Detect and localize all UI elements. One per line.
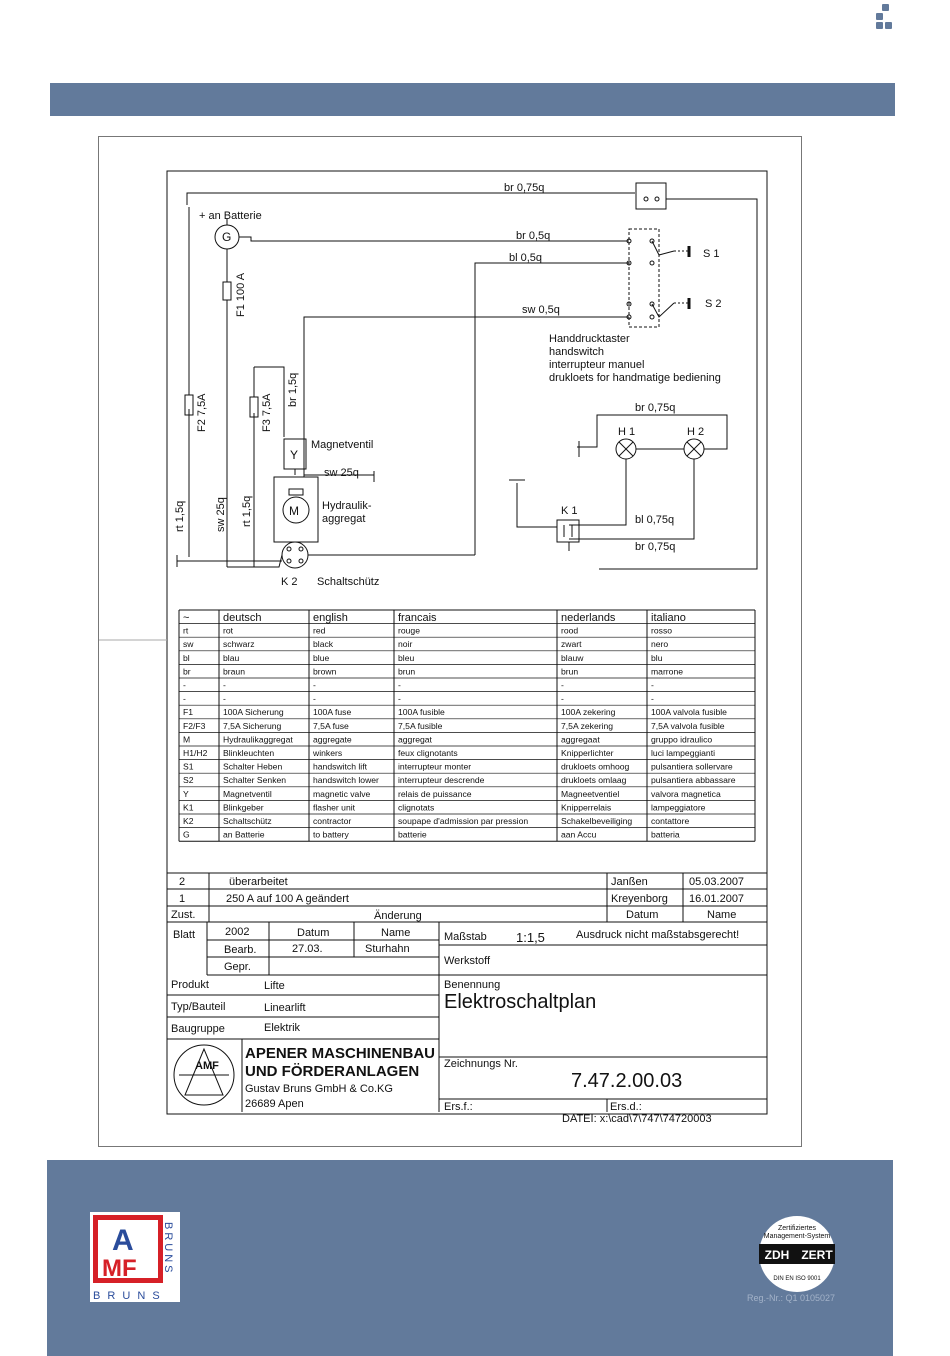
- svg-text:F3 7,5A: F3 7,5A: [261, 393, 273, 432]
- logo-a-text: A: [112, 1224, 134, 1257]
- legend-cell: flasher unit: [313, 802, 356, 813]
- svg-text:ZERT: ZERT: [801, 1248, 833, 1262]
- legend-cell: 7,5A Sicherung: [223, 720, 282, 731]
- legend-cell: nero: [651, 639, 669, 650]
- svg-text:Lifte: Lifte: [264, 980, 285, 992]
- svg-text:2002: 2002: [225, 926, 250, 938]
- legend-cell: -: [223, 693, 226, 704]
- svg-text:sw 25q: sw 25q: [215, 497, 227, 532]
- svg-text:Management-System: Management-System: [763, 1233, 831, 1240]
- legend-header-cell: nederlands: [561, 612, 616, 624]
- legend-cell: rosso: [651, 625, 673, 636]
- legend-cell: 7,5A zekering: [561, 720, 614, 731]
- svg-text:Blatt: Blatt: [173, 929, 196, 941]
- legend-cell: handswitch lower: [313, 775, 379, 786]
- legend-header-cell: ~: [183, 612, 190, 624]
- legend-cell: -: [398, 680, 401, 690]
- svg-text:aggregat: aggregat: [322, 513, 366, 525]
- legend-cell: Y: [183, 788, 189, 799]
- logo-mf-text: MF: [102, 1255, 137, 1282]
- legend-header-cell: italiano: [651, 612, 686, 624]
- svg-text:K 1: K 1: [561, 505, 578, 517]
- corner-dots-icon: [876, 4, 894, 30]
- legend-cell: 7,5A fusible: [398, 720, 443, 731]
- legend-cell: rot: [223, 625, 234, 636]
- svg-text:Zust.: Zust.: [171, 909, 196, 921]
- legend-cell: magnetic valve: [313, 788, 371, 799]
- legend-cell: luci lampeggianti: [651, 748, 716, 758]
- legend-cell: 100A zekering: [561, 707, 616, 718]
- svg-text:AMF: AMF: [195, 1060, 219, 1072]
- legend-header-cell: english: [313, 612, 348, 624]
- svg-text:Änderung: Änderung: [374, 910, 422, 922]
- legend-cell: relais de puissance: [398, 788, 472, 799]
- legend-cell: feux clignotants: [398, 748, 458, 758]
- legend-cell: -: [561, 680, 564, 690]
- legend-cell: -: [183, 680, 186, 690]
- legend-cell: blue: [313, 652, 330, 663]
- legend-table: [179, 610, 755, 841]
- legend-cell: 7,5A valvola fusible: [651, 720, 725, 731]
- svg-text:Y: Y: [290, 448, 299, 462]
- svg-text:ZDH: ZDH: [764, 1248, 790, 1262]
- legend-cell: 100A fuse: [313, 707, 352, 718]
- svg-text:br 0,75q: br 0,75q: [504, 182, 545, 194]
- svg-text:rt 1,5q: rt 1,5q: [174, 500, 186, 532]
- legend-cell: Schalter Heben: [223, 761, 283, 772]
- drawing-frame: [167, 171, 767, 1114]
- svg-text:Janßen: Janßen: [611, 876, 648, 888]
- svg-text:Gustav Bruns GmbH & Co.KG: Gustav Bruns GmbH & Co.KG: [245, 1083, 393, 1095]
- legend-cell: schwarz: [223, 639, 255, 650]
- amf-bruns-logo: [90, 1212, 180, 1302]
- svg-text:S 1: S 1: [703, 248, 720, 260]
- legend-cell: br: [183, 666, 191, 677]
- legend-cell: drukloets omlaag: [561, 775, 627, 786]
- legend-cell: aggregaat: [561, 734, 600, 745]
- logo-bruns-bottom: B R U N S: [93, 1290, 162, 1302]
- legend-cell: K1: [183, 802, 194, 813]
- certificate-reg-number: Reg.-Nr.: Q1 0105027: [747, 1293, 836, 1303]
- drawing-sheet: [98, 136, 802, 1147]
- svg-text:br 1,5q: br 1,5q: [287, 372, 299, 407]
- legend-cell: 7,5A fuse: [313, 720, 349, 731]
- legend-cell: rt: [183, 625, 189, 636]
- legend-cell: Knipperlichter: [561, 748, 614, 758]
- svg-text:Datum: Datum: [626, 909, 659, 921]
- svg-text:Name: Name: [381, 927, 411, 939]
- logo-bruns-side: BRUNS: [162, 1222, 174, 1276]
- legend-cell: -: [183, 693, 186, 704]
- legend-cell: -: [313, 693, 316, 704]
- legend-cell: Blinkgeber: [223, 802, 264, 813]
- legend-cell: interrupteur descrende: [398, 775, 485, 786]
- svg-text:7.47.2.00.03: 7.47.2.00.03: [571, 1070, 683, 1092]
- legend-cell: Schaltschütz: [223, 816, 272, 826]
- legend-cell: winkers: [313, 748, 343, 758]
- legend-cell: -: [313, 680, 316, 690]
- legend-header-cell: francais: [398, 612, 437, 624]
- legend-cell: noir: [398, 639, 413, 650]
- svg-text:1:1,5: 1:1,5: [516, 930, 545, 945]
- legend-cell: sw: [183, 639, 194, 650]
- legend-cell: S2: [183, 775, 194, 786]
- legend-cell: handswitch lift: [313, 761, 367, 772]
- legend-cell: to battery: [313, 829, 349, 840]
- svg-text:Maßstab: Maßstab: [444, 931, 487, 943]
- legend-cell: 100A valvola fusible: [651, 707, 727, 718]
- svg-text:Magnetventil: Magnetventil: [311, 439, 374, 451]
- svg-text:05.03.2007: 05.03.2007: [689, 876, 745, 888]
- svg-text:Ausdruck nicht maßstabsgerecht: Ausdruck nicht maßstabsgerecht!: [576, 929, 740, 941]
- svg-text:250 A auf 100 A geändert: 250 A auf 100 A geändert: [226, 893, 349, 905]
- legend-cell: S1: [183, 761, 194, 772]
- legend-cell: aan Accu: [561, 829, 597, 840]
- svg-text:G: G: [222, 230, 232, 244]
- legend-cell: valvora magnetica: [651, 788, 721, 799]
- svg-text:br 0,5q: br 0,5q: [516, 230, 551, 242]
- legend-cell: Schalter Senken: [223, 775, 287, 786]
- svg-text:M: M: [289, 504, 299, 518]
- svg-text:bl 0,5q: bl 0,5q: [509, 252, 543, 264]
- svg-text:UND FÖRDERANLAGEN: UND FÖRDERANLAGEN: [245, 1063, 420, 1080]
- svg-text:br 0,75q: br 0,75q: [635, 402, 676, 414]
- svg-text:S 2: S 2: [705, 298, 722, 310]
- legend-cell: -: [651, 680, 654, 690]
- legend-cell: 100A Sicherung: [223, 707, 284, 718]
- svg-text:Gepr.: Gepr.: [224, 961, 251, 973]
- legend-cell: aggregat: [398, 734, 432, 745]
- legend-cell: Magneetventiel: [561, 788, 620, 799]
- legend-cell: -: [398, 693, 401, 704]
- legend-cell: zwart: [561, 639, 582, 650]
- legend-cell: K2: [183, 816, 194, 826]
- legend-cell: pulsantiera abbassare: [651, 775, 736, 786]
- legend-cell: pulsantiera sollervare: [651, 761, 733, 772]
- svg-text:+ an Batterie: + an Batterie: [199, 210, 262, 222]
- svg-text:Bearb.: Bearb.: [224, 944, 257, 956]
- legend-cell: Blinkleuchten: [223, 748, 275, 758]
- legend-cell: brun: [398, 666, 416, 677]
- footer-bar: [47, 1160, 893, 1356]
- legend-cell: rouge: [398, 625, 420, 636]
- svg-text:Baugruppe: Baugruppe: [171, 1023, 225, 1035]
- legend-cell: clignotats: [398, 802, 435, 813]
- svg-text:27.03.: 27.03.: [292, 943, 323, 955]
- legend-cell: interrupteur monter: [398, 761, 472, 772]
- svg-text:APENER MASCHINENBAU: APENER MASCHINENBAU: [245, 1045, 436, 1062]
- svg-text:sw 25q: sw 25q: [324, 467, 359, 479]
- legend-cell: brun: [561, 666, 579, 677]
- legend-cell: 100A fusible: [398, 707, 445, 718]
- legend-cell: black: [313, 639, 334, 650]
- legend-cell: blauw: [561, 652, 584, 663]
- svg-text:Linearlift: Linearlift: [264, 1002, 306, 1014]
- svg-text:Benennung: Benennung: [444, 979, 501, 991]
- legend-cell: red: [313, 625, 326, 636]
- svg-text:rt 1,5q: rt 1,5q: [241, 495, 253, 527]
- legend-cell: G: [183, 829, 190, 840]
- legend-cell: contattore: [651, 816, 690, 826]
- svg-text:handswitch: handswitch: [549, 346, 605, 358]
- svg-text:26689 Apen: 26689 Apen: [245, 1098, 304, 1110]
- svg-text:Hydraulik-: Hydraulik-: [322, 500, 372, 512]
- svg-text:2: 2: [179, 876, 186, 888]
- svg-text:H 2: H 2: [687, 426, 705, 438]
- svg-text:H 1: H 1: [618, 426, 636, 438]
- legend-cell: Knipperrelais: [561, 802, 612, 813]
- svg-text:DATEI: x:\cad\7\747\74720003: DATEI: x:\cad\7\747\74720003: [562, 1113, 712, 1125]
- legend-cell: H1/H2: [183, 748, 208, 758]
- legend-cell: Magnetventil: [223, 788, 272, 799]
- legend-cell: an Batterie: [223, 829, 265, 840]
- svg-text:Elektrik: Elektrik: [264, 1022, 301, 1034]
- svg-text:1: 1: [179, 893, 186, 905]
- svg-text:Produkt: Produkt: [171, 979, 209, 991]
- svg-text:Kreyenborg: Kreyenborg: [611, 893, 668, 905]
- legend-cell: marrone: [651, 666, 683, 677]
- legend-cell: -: [561, 693, 564, 704]
- svg-text:drukloets for handmatige bedie: drukloets for handmatige bediening: [549, 372, 721, 384]
- svg-text:DIN EN ISO 9001: DIN EN ISO 9001: [773, 1276, 821, 1282]
- svg-text:F2 7,5A: F2 7,5A: [196, 393, 208, 432]
- legend-cell: M: [183, 734, 191, 745]
- svg-text:Name: Name: [707, 909, 737, 921]
- legend-cell: lampeggiatore: [651, 802, 706, 813]
- svg-text:Sturhahn: Sturhahn: [365, 943, 410, 955]
- svg-text:F1 100 A: F1 100 A: [235, 272, 247, 317]
- legend-cell: F1: [183, 707, 194, 718]
- legend-cell: batterie: [398, 829, 427, 840]
- legend-cell: bl: [183, 652, 190, 663]
- svg-text:Zertifiziertes: Zertifiziertes: [777, 1225, 817, 1232]
- svg-text:Ers.d.:: Ers.d.:: [610, 1101, 642, 1113]
- legend-cell: Hydraulikaggregat: [223, 734, 293, 745]
- svg-text:bl 0,75q: bl 0,75q: [635, 514, 675, 526]
- svg-text:sw 0,5q: sw 0,5q: [522, 304, 560, 316]
- svg-text:Zeichnungs Nr.: Zeichnungs Nr.: [444, 1058, 518, 1070]
- legend-cell: braun: [223, 666, 245, 677]
- legend-cell: bleu: [398, 652, 415, 663]
- legend-header-cell: deutsch: [223, 612, 262, 624]
- legend-cell: F2/F3: [183, 720, 206, 731]
- svg-text:br 0,75q: br 0,75q: [635, 541, 676, 553]
- legend-cell: blau: [223, 652, 240, 663]
- legend-cell: soupape d'admission par pression: [398, 816, 529, 826]
- svg-text:Typ/Bauteil: Typ/Bauteil: [171, 1001, 226, 1013]
- legend-cell: drukloets omhoog: [561, 761, 630, 772]
- legend-cell: Schakelbeveiliging: [561, 816, 633, 826]
- schematic-drawing: [99, 137, 801, 1146]
- header-bar: [50, 83, 895, 116]
- svg-text:überarbeitet: überarbeitet: [229, 876, 288, 888]
- svg-text:Elektroschaltplan: Elektroschaltplan: [444, 991, 597, 1013]
- legend-cell: blu: [651, 652, 663, 663]
- svg-text:Datum: Datum: [297, 927, 330, 939]
- svg-text:interrupteur manuel: interrupteur manuel: [549, 359, 645, 371]
- legend-cell: batteria: [651, 829, 680, 840]
- svg-text:K 2: K 2: [281, 576, 298, 588]
- legend-cell: gruppo idraulico: [651, 734, 713, 745]
- legend-cell: brown: [313, 666, 337, 677]
- svg-text:Werkstoff: Werkstoff: [444, 955, 491, 967]
- svg-text:16.01.2007: 16.01.2007: [689, 893, 745, 905]
- legend-cell: contractor: [313, 816, 352, 826]
- legend-cell: rood: [561, 625, 579, 636]
- legend-cell: aggregate: [313, 734, 352, 745]
- svg-text:Schaltschütz: Schaltschütz: [317, 576, 380, 588]
- k2-contactor-symbol: [282, 542, 308, 568]
- legend-cell: -: [223, 680, 226, 690]
- legend-cell: -: [651, 693, 654, 704]
- svg-text:Ers.f.:: Ers.f.:: [444, 1101, 473, 1113]
- svg-text:Handdrucktaster: Handdrucktaster: [549, 333, 630, 345]
